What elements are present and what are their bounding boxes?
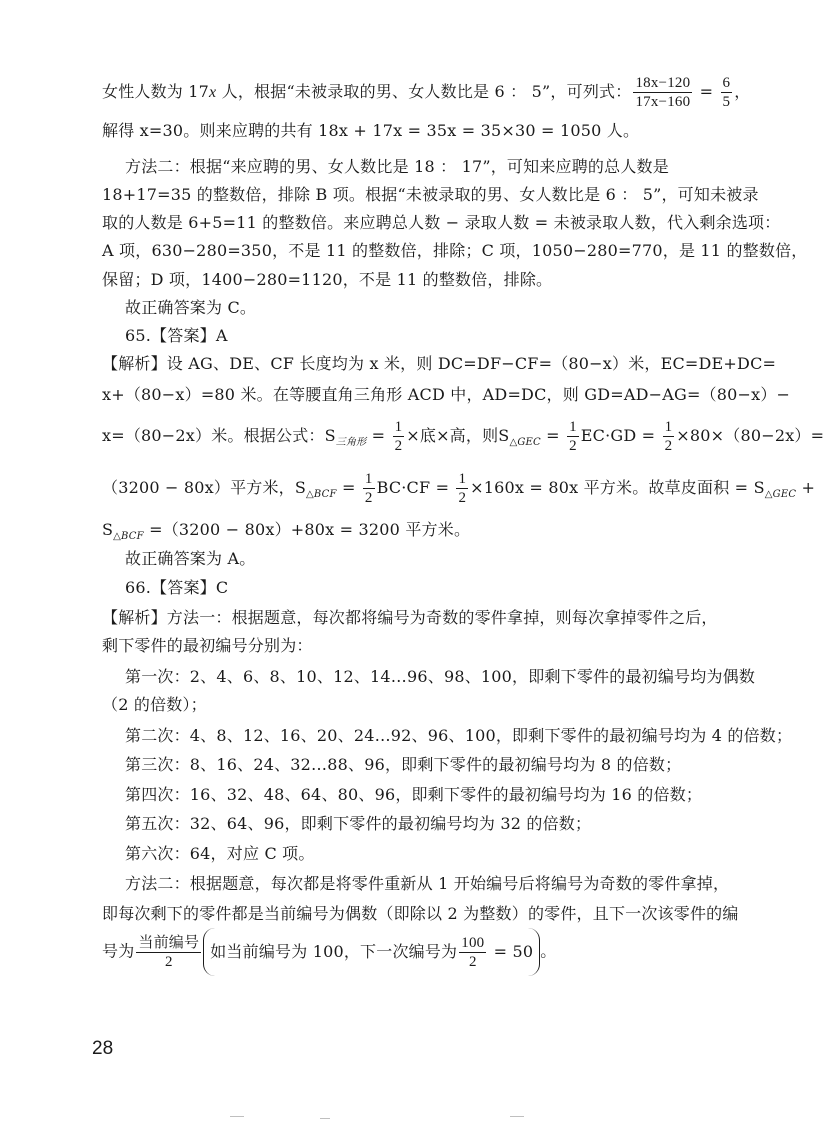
- half-denominator: 2: [664, 438, 673, 454]
- line-1-var: x: [209, 84, 217, 101]
- subscript-gec: △GEC: [764, 489, 797, 500]
- text-line-4: 18+17=35 的整数倍，排除 B 项。根据“未被录取的男、女人数比是 6 ： 5”，可知未被录: [102, 185, 759, 204]
- text-line-23: 第四次：16、32、48、64、80、96，即剩下零件的最初编号均为 16 的倍数；: [125, 785, 703, 804]
- text-line-20: （2 的倍数）；: [102, 695, 207, 714]
- line-1-text-a: 女性人数为 17: [102, 82, 210, 101]
- equals-sign: =: [540, 426, 566, 445]
- line-13-text-e: +: [796, 478, 816, 497]
- half-numerator: 1: [664, 419, 673, 435]
- text-line-18: 剩下零件的最初编号分别为：: [102, 636, 313, 655]
- equals-sign: =: [694, 82, 719, 101]
- subscript-bcf: △BCF: [113, 531, 144, 542]
- ratio-numerator: 6: [722, 75, 731, 91]
- equals-fifty: = 50: [488, 942, 534, 961]
- text-line-24: 第五次：32、64、96，即剩下零件的最初编号均为 32 的倍数；: [125, 814, 592, 833]
- fraction-current-number: [136, 934, 201, 971]
- scan-artifact: [510, 1116, 524, 1117]
- line-12-text-c: ×底×高，则S: [406, 426, 510, 445]
- line-28-text-a: 号为: [102, 941, 135, 961]
- half-denominator: 2: [394, 438, 403, 454]
- text-line-13: [102, 470, 816, 509]
- half-denominator: 2: [364, 490, 373, 506]
- text-line-26: 方法二：根据题意，每次都是将零件重新从 1 开始编号后将编号为奇数的零件拿掉，: [125, 874, 730, 893]
- line-13-text-c: BC·CF =: [376, 478, 455, 497]
- fraction-half: [363, 470, 375, 507]
- text-line-2: 解得 x=30。则来应聘的共有 18x + 17x = 35x = 35×30 = 1050 人。: [102, 121, 640, 140]
- subscript-bcf: △BCF: [306, 489, 337, 500]
- text-line-21: 第二次：4、8、12、16、20、24…92、96、100，即剩下零件的最初编号均为 4 的倍数；: [125, 726, 793, 745]
- fraction-half: [393, 418, 405, 455]
- page-number: 28: [92, 1038, 114, 1059]
- text-line-27: 即每次剩下的零件都是当前编号为偶数（即除以 2 为整数）的零件，且下一次该零件的编: [102, 904, 739, 923]
- parenthetical-text: 如当前编号为 100，下一次编号为: [210, 942, 458, 961]
- text-line-8: 故正确答案为 C。: [125, 298, 257, 317]
- line-12-text-e: EC·GD =: [580, 426, 661, 445]
- fraction-denominator: 17x−160: [635, 94, 691, 110]
- current-number-denominator: 2: [164, 953, 173, 970]
- fraction-half: [663, 418, 675, 455]
- fraction-hundred-half: [459, 934, 486, 971]
- fraction-half: [567, 418, 579, 455]
- subscript-triangle: 三角形: [335, 437, 367, 448]
- text-line-22: 第三次：8、16、24、32…88、96，即剩下零件的最初编号均为 8 的倍数；: [125, 755, 682, 774]
- answer-65-heading: 65.【答案】A: [125, 326, 228, 345]
- scan-artifact: [230, 1116, 244, 1117]
- fraction-half: [456, 470, 468, 507]
- line-13-text-d: ×160x = 80x 平方米。故草皮面积 = S: [470, 478, 765, 497]
- subscript-gec: △GEC: [509, 437, 541, 448]
- hundred-denominator: 2: [468, 954, 477, 970]
- parenthetical-example: [203, 928, 540, 976]
- line-12-text-a: x=（80−2x）米。根据公式：S: [102, 426, 336, 445]
- fraction-equation: [633, 74, 692, 111]
- half-denominator: 2: [458, 490, 467, 506]
- half-numerator: 1: [458, 471, 467, 487]
- text-line-7: 保留；D 项，1400−280=1120，不是 11 的整数倍，排除。: [102, 270, 553, 289]
- text-line-11: x+（80−x）=80 米。在等腰直角三角形 ACD 中，AD=DC，则 GD=AD−AG=（80−x）−: [102, 385, 791, 404]
- line-13-text-a: （3200 − 80x）平方米，S: [102, 478, 307, 497]
- answer-66-heading: 66.【答案】C: [125, 578, 229, 597]
- line-14-text-a: S: [102, 520, 114, 539]
- text-line-12: [102, 418, 824, 457]
- text-line-19: 第一次：2、4、6、8、10、12、14…96、98、100，即剩下零件的最初编号均为偶数: [125, 667, 756, 686]
- half-numerator: 1: [364, 471, 373, 487]
- text-line-10: 【解析】设 AG、DE、CF 长度均为 x 米，则 DC=DF−CF=（80−x）米，EC=DE+DC=: [102, 354, 777, 373]
- current-number-numerator: 当前编号: [138, 934, 200, 951]
- half-denominator: 2: [569, 438, 577, 454]
- line-12-text-f: ×80×（80−2x）=: [676, 426, 824, 445]
- line-14-text-b: =（3200 − 80x）+80x = 3200 平方米。: [143, 520, 471, 539]
- line-1-end: ，: [734, 82, 751, 101]
- fraction-ratio: [721, 74, 733, 111]
- half-numerator: 1: [569, 419, 577, 435]
- equals-sign: =: [366, 426, 391, 445]
- fraction-numerator: 18x−120: [635, 75, 691, 91]
- text-line-5: 取的人数是 6+5=11 的整数倍。来应聘总人数 − 录取人数 = 未被录取人数，代入剩余选项：: [102, 213, 781, 232]
- equals-sign: =: [336, 478, 361, 497]
- text-line-28: [102, 928, 722, 976]
- scan-artifact: [320, 1118, 330, 1119]
- text-line-15: 故正确答案为 A。: [125, 549, 256, 568]
- text-line-6: A 项，630−280=350，不是 11 的整数倍，排除；C 项，1050−280=770，是 11 的整数倍，: [102, 241, 808, 260]
- text-line-17: 【解析】方法一：根据题意，每次都将编号为奇数的零件拿掉，则每次拿掉零件之后，: [102, 608, 718, 627]
- text-line-25: 第六次：64，对应 C 项。: [125, 844, 315, 863]
- ratio-denominator: 5: [722, 94, 731, 110]
- text-line-1: [102, 74, 751, 111]
- hundred-numerator: 100: [461, 935, 485, 951]
- text-line-3: 方法二：根据“来应聘的男、女人数比是 18 ： 17”，可知来应聘的总人数是: [125, 157, 669, 176]
- line-1-text-c: 人，根据“未被录取的男、女人数比是 6 ： 5”，可列式：: [216, 82, 632, 101]
- line-28-end: 。: [540, 941, 557, 961]
- half-numerator: 1: [394, 419, 403, 435]
